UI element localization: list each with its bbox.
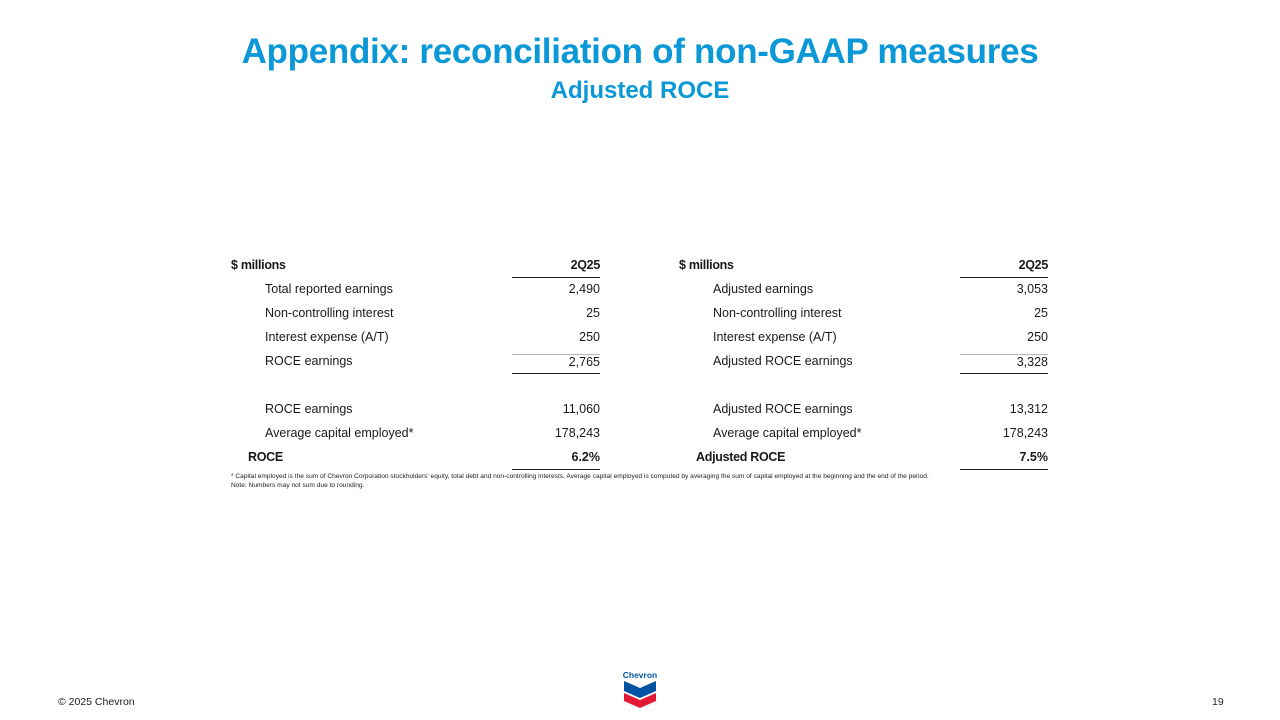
row-value: 13,312 (1009, 402, 1048, 416)
row-label: Adjusted earnings (713, 282, 814, 296)
table-row (679, 399, 1048, 423)
table-row (231, 423, 600, 447)
table-row (231, 327, 600, 351)
table-row (679, 327, 1048, 351)
table-row (231, 351, 600, 375)
row-value: 25 (1034, 306, 1048, 320)
chevron-logo (621, 670, 659, 708)
row-value: 178,243 (1002, 426, 1048, 440)
table-row (231, 399, 600, 423)
row-value: 3,328 (960, 354, 1048, 374)
period-header: 2Q25 (512, 258, 600, 278)
table-header-row (231, 255, 600, 279)
total-value: 7.5% (960, 450, 1048, 470)
row-label: Total reported earnings (265, 282, 393, 296)
table-row (679, 423, 1048, 447)
total-label: Adjusted ROCE (696, 450, 786, 464)
row-label: Adjusted ROCE earnings (713, 354, 853, 368)
row-value: 3,053 (1016, 282, 1048, 296)
row-value: 25 (586, 306, 600, 320)
table-header-row (679, 255, 1048, 279)
footnote-rounding: Note: Numbers may not sum due to rounding. (231, 482, 365, 489)
row-label: Interest expense (A/T) (265, 330, 389, 344)
row-label: Average capital employed* (713, 426, 862, 440)
row-label: Non-controlling interest (265, 306, 394, 320)
row-value: 250 (1027, 330, 1048, 344)
table-row (679, 279, 1048, 303)
copyright-text: © 2025 Chevron (58, 696, 135, 708)
unit-label: $ millions (679, 258, 734, 272)
unit-label: $ millions (231, 258, 286, 272)
row-value: 2,765 (512, 354, 600, 374)
logo-wordmark: Chevron (622, 670, 658, 680)
adjusted-roce-table (679, 255, 1048, 471)
row-label: Non-controlling interest (713, 306, 842, 320)
row-value: 178,243 (554, 426, 600, 440)
period-header: 2Q25 (960, 258, 1048, 278)
row-value: 250 (579, 330, 600, 344)
row-value: 11,060 (562, 402, 600, 416)
row-label: Interest expense (A/T) (713, 330, 837, 344)
spacer-row (679, 375, 1048, 399)
total-label: ROCE (248, 450, 283, 464)
spacer-row (231, 375, 600, 399)
total-value: 6.2% (512, 450, 600, 470)
footnote-capital-employed: * Capital employed is the sum of Chevron Corporation stockholders' equity, total debt and non-controlling interests. Average capital employed is computed by averaging the sum of capital employed at the beginning and the end of the period. (231, 473, 929, 480)
footnotes (231, 472, 1061, 490)
table-row (231, 279, 600, 303)
row-label: ROCE earnings (265, 402, 353, 416)
row-value: 2,490 (568, 282, 600, 296)
table-row (231, 303, 600, 327)
slide-subtitle: Adjusted ROCE (550, 77, 730, 104)
slide-title: Appendix: reconciliation of non-GAAP measures (241, 32, 1039, 71)
roce-table (231, 255, 600, 471)
table-row (679, 351, 1048, 375)
table-row (679, 303, 1048, 327)
total-row (679, 447, 1048, 471)
total-row (231, 447, 600, 471)
row-label: Average capital employed* (265, 426, 414, 440)
page-number: 19 (1212, 696, 1224, 708)
row-label: ROCE earnings (265, 354, 353, 368)
row-label: Adjusted ROCE earnings (713, 402, 853, 416)
